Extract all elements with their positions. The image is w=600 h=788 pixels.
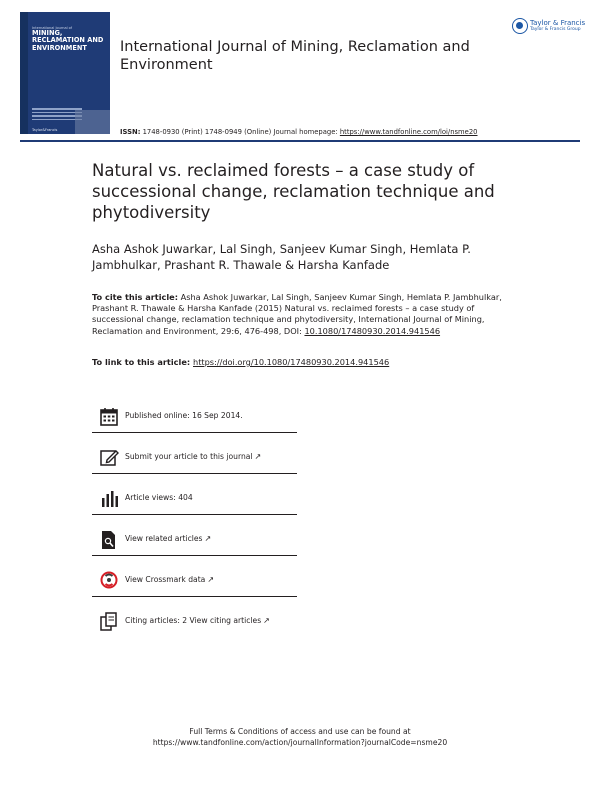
issn-text: 1748-0930 (Print) 1748-0949 (Online) Journal homepage: [140,128,340,136]
calendar-icon [99,407,121,427]
citing-articles-row[interactable] [92,610,297,646]
submit-article-text[interactable]: Submit your article to this journal [125,452,253,461]
related-articles-label[interactable] [125,534,211,543]
crossmark-text[interactable]: View Crossmark data [125,575,206,584]
logo-circle-icon [512,18,528,34]
issn-line [120,128,478,136]
external-link-icon: ↗ [204,534,212,543]
issn-label: ISSN: [120,128,141,136]
footer-terms-link[interactable]: https://www.tandfonline.com/action/journalInformation?journalCode=nsme20 [152,738,448,747]
journal-homepage-link[interactable]: https://www.tandfonline.com/loi/nsme20 [339,128,478,136]
cover-series-text: International Journal of [32,26,73,30]
row-divider [92,514,297,515]
link-label: To link to this article: [92,357,193,367]
row-divider [92,432,297,433]
journal-cover-image [20,12,110,134]
footer [0,726,600,748]
citing-articles-icon [99,612,121,632]
external-link-icon: ↗ [207,575,215,584]
header-divider [20,140,580,142]
submit-article-row[interactable] [92,446,297,482]
published-online-row [92,405,297,441]
cover-title: MINING, RECLAMATION AND ENVIRONMENT [32,29,104,52]
footer-terms-line: Full Terms & Conditions of access and use can be found at [189,727,411,736]
cover-image-band [75,110,110,134]
article-url-link[interactable]: https://doi.org/10.1080/17480930.2014.941546 [193,357,390,367]
related-articles-row[interactable] [92,528,297,564]
article-title: Natural vs. reclaimed forests – a case study of successional change, reclamation technique and phytodiversity [92,161,495,222]
article-views-row [92,487,297,523]
journal-title: International Journal of Mining, Reclamation and Environment [120,39,470,73]
taylor-francis-logo[interactable] [512,16,592,38]
external-link-icon: ↗ [254,452,262,461]
citing-articles-label[interactable] [125,616,270,625]
document-search-icon [99,530,121,550]
logo-subtitle: Taylor & Francis Group [530,27,581,32]
row-divider [92,596,297,597]
external-link-icon: ↗ [263,616,270,625]
submit-article-label[interactable] [125,452,261,461]
edit-icon [99,448,121,468]
citation-block [92,292,502,337]
row-divider [92,473,297,474]
cite-label: To cite this article: [92,292,178,302]
row-divider [92,555,297,556]
crossmark-label[interactable] [125,575,214,584]
published-online-label: Published online: 16 Sep 2014. [125,411,243,420]
cover-publisher-mark: Taylor&Francis [32,128,58,132]
article-link-block [92,357,502,367]
authors: Asha Ashok Juwarkar, Lal Singh, Sanjeev Kumar Singh, Hemlata P. Jambhulkar, Prashant R. Thawale & Harsha Kanfade [92,242,471,272]
crossmark-row[interactable] [92,569,297,605]
crossmark-icon [99,571,121,591]
article-views-label: Article views: 404 [125,493,193,502]
doi-link[interactable]: 10.1080/17480930.2014.941546 [304,325,441,336]
related-articles-text[interactable]: View related articles [125,534,203,543]
bar-chart-icon [99,489,121,509]
cover-stripe [20,12,28,134]
cite-text: Asha Ashok Juwarkar, Lal Singh, Sanjeev Kumar Singh, Hemlata P. Jambhulkar, Prashant R. Thawale & Harsha Kanfade (2015) Natural vs. reclaimed forests – a case study of successional change, reclamation technique and phytodiversity, International Journal of Mining, Reclamation and Environment, 29:6, 476-498, DOI: [92,292,502,336]
citing-articles-text[interactable]: Citing articles: 2 View citing articles [125,616,262,625]
logo-name: Taylor & Francis [530,19,586,27]
